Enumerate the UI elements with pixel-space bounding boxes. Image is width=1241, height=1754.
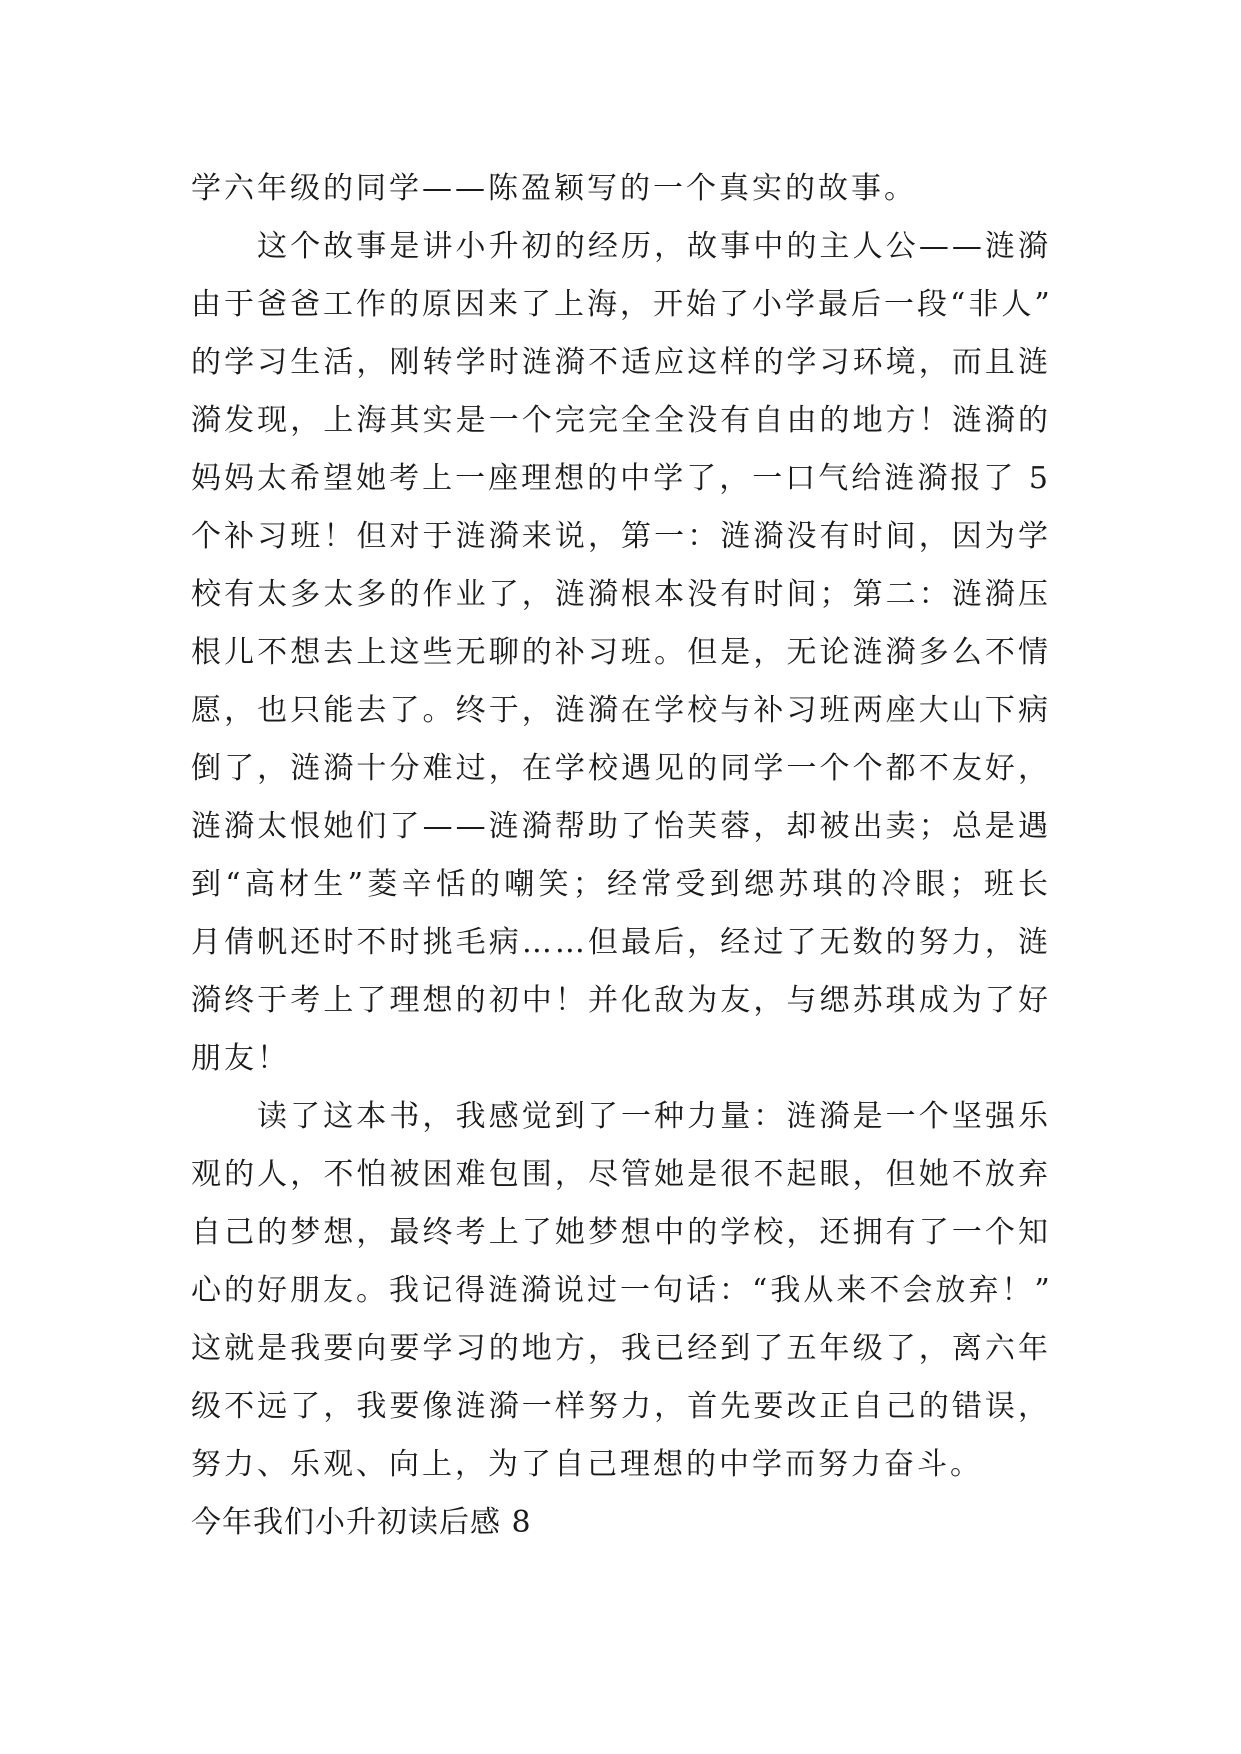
text-line-22: 级不远了，我要像涟漪一样努力，首先要改正自己的错误， [191,1389,1051,1424]
text-line-16: 朋友！ [191,1041,290,1076]
text-line-18: 观的人，不怕被困难包围，尽管她是很不起眼，但她不放弃 [191,1157,1051,1192]
text-line-14: 月倩帆还时不时挑毛病……但最后，经过了无数的努力，涟 [191,925,1051,960]
text-line-8: 校有太多太多的作业了，涟漪根本没有时间；第二：涟漪压 [191,577,1051,612]
text-line-2: 这个故事是讲小升初的经历，故事中的主人公——涟漪 [257,229,1051,264]
section-heading: 今年我们小升初读后感 8 [191,1505,532,1540]
text-line-17: 读了这本书，我感觉到了一种力量：涟漪是一个坚强乐 [257,1099,1051,1134]
text-line-13: 到“高材生”菱辛恬的嘲笑；经常受到缌苏琪的冷眼；班长 [191,867,1051,902]
text-line-9: 根儿不想去上这些无聊的补习班。但是，无论涟漪多么不情 [191,635,1051,670]
text-line-11: 倒了，涟漪十分难过，在学校遇见的同学一个个都不友好， [191,751,1051,786]
document-page [191,160,1051,1552]
text-line-12: 涟漪太恨她们了——涟漪帮助了怡芙蓉，却被出卖；总是遇 [191,809,1051,844]
text-line-1: 学六年级的同学——陈盈颖写的一个真实的故事。 [191,171,917,206]
text-line-20: 心的好朋友。我记得涟漪说过一句话：“我从来不会放弃！” [191,1273,1053,1308]
text-line-15: 漪终于考上了理想的初中！并化敌为友，与缌苏琪成为了好 [191,983,1051,1018]
text-line-3: 由于爸爸工作的原因来了上海，开始了小学最后一段“非人” [191,287,1053,322]
text-line-5: 漪发现，上海其实是一个完完全全没有自由的地方！涟漪的 [191,403,1051,438]
text-line-23: 努力、乐观、向上，为了自己理想的中学而努力奋斗。 [191,1447,983,1482]
text-line-7: 个补习班！但对于涟漪来说，第一：涟漪没有时间，因为学 [191,519,1051,554]
text-line-6: 妈妈太希望她考上一座理想的中学了，一口气给涟漪报了 5 [191,461,1051,496]
text-line-10: 愿，也只能去了。终于，涟漪在学校与补习班两座大山下病 [191,693,1051,728]
text-line-19: 自己的梦想，最终考上了她梦想中的学校，还拥有了一个知 [191,1215,1051,1250]
text-line-4: 的学习生活，刚转学时涟漪不适应这样的学习环境，而且涟 [191,345,1051,380]
text-line-21: 这就是我要向要学习的地方，我已经到了五年级了，离六年 [191,1331,1051,1366]
